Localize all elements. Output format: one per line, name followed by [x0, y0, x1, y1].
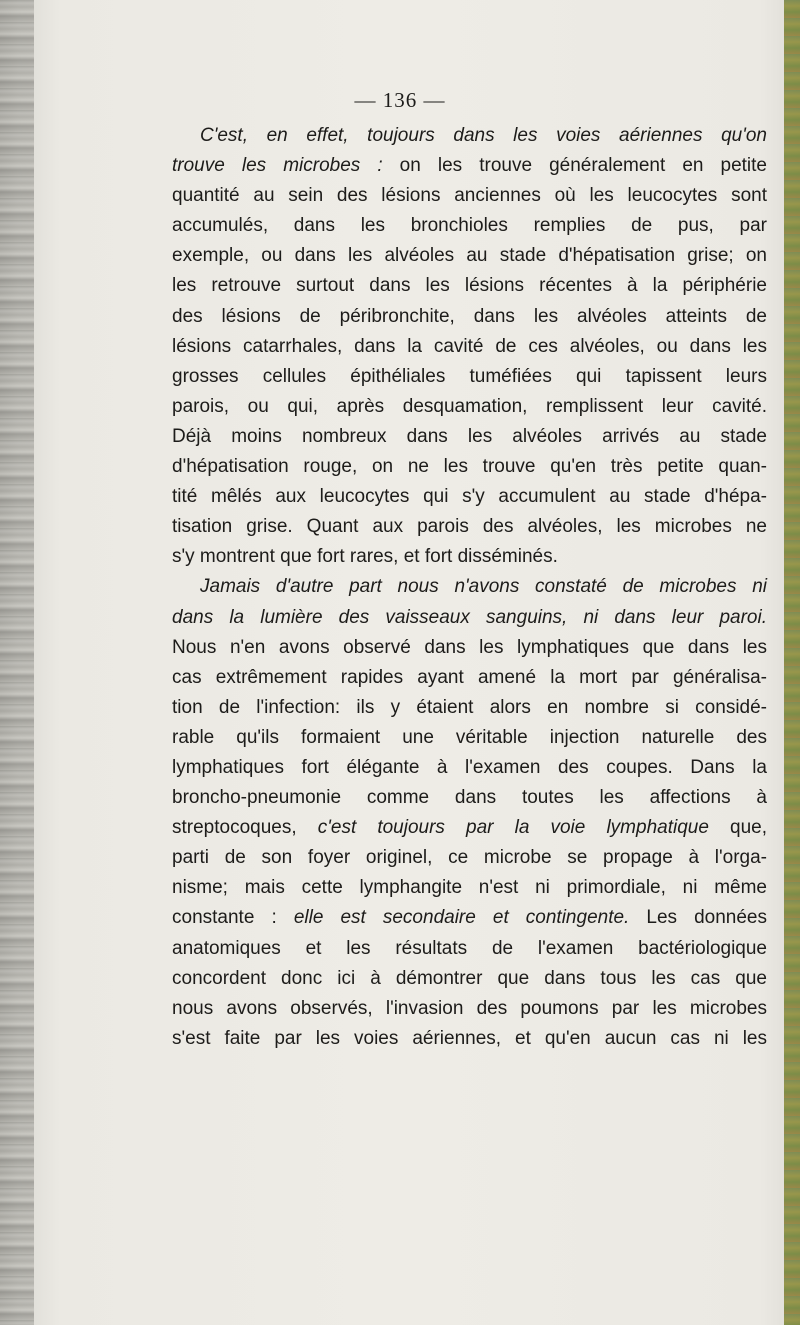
text-segment: parti de son foyer originel, ce microbe se propage à l'orga-	[172, 847, 767, 869]
text-line	[172, 572, 767, 602]
text-segment: Déjà moins nombreux dans les alvéoles arrivés au stade	[172, 425, 767, 447]
text-line	[172, 783, 767, 813]
text-segment: tisation grise. Quant aux parois des alvéoles, les microbes ne	[172, 516, 767, 538]
text-segment: lymphatiques fort élégante à l'examen des coupes. Dans la	[172, 756, 767, 778]
text-line	[172, 482, 767, 512]
text-line	[172, 241, 767, 271]
text-segment: parois, ou qui, après desquamation, remplissent leur cavité.	[172, 395, 767, 417]
italic-text: Jamais d'autre part nous n'avons constaté de microbes ni	[200, 576, 767, 598]
text-line	[172, 813, 767, 843]
italic-text: c'est toujours par la voie lymphatique	[317, 817, 709, 839]
text-segment: on les trouve généralement en petite	[382, 155, 767, 177]
text-line	[172, 663, 767, 693]
text-line	[172, 121, 767, 151]
text-line	[172, 302, 767, 332]
text-line	[172, 934, 767, 964]
page-edge	[784, 0, 800, 1325]
text-line	[172, 603, 767, 633]
text-line	[172, 843, 767, 873]
text-line	[172, 723, 767, 753]
text-line	[172, 151, 767, 181]
text-segment: les retrouve surtout dans les lésions récentes à la périphérie	[172, 275, 767, 297]
text-line	[172, 542, 767, 572]
italic-text: elle est secondaire et contingente.	[293, 907, 630, 929]
text-segment: tion de l'infection: ils y étaient alors en nombre si considé-	[172, 696, 767, 718]
text-line	[172, 903, 767, 933]
text-line	[172, 181, 767, 211]
binding-edge	[0, 0, 34, 1325]
text-line	[172, 873, 767, 903]
italic-text: C'est, en effet, toujours dans les voies aériennes qu'on	[200, 125, 767, 146]
text-segment: grosses cellules épithéliales tuméfiées qui tapissent leurs	[172, 365, 767, 387]
text-segment: cas extrêmement rapides ayant amené la mort par généralisa-	[172, 666, 767, 688]
text-segment: d'hépatisation rouge, on ne les trouve qu'en très petite quan-	[172, 456, 767, 478]
text-line	[172, 994, 767, 1024]
text-line	[172, 422, 767, 452]
text-segment: rable qu'ils formaient une véritable injection naturelle des	[172, 726, 767, 748]
italic-text: dans la lumière des vaisseaux sanguins, ni dans leur paroi.	[172, 606, 767, 628]
text-segment: exemple, ou dans les alvéoles au stade d'hépatisation grise; on	[172, 245, 767, 267]
text-segment: streptocoques,	[172, 817, 318, 839]
text-segment: nous avons observés, l'invasion des poumons par les microbes	[172, 997, 767, 1019]
text-line	[172, 332, 767, 362]
italic-text: trouve les microbes :	[172, 155, 383, 177]
body-text	[172, 121, 767, 1054]
text-segment: s'y montrent que fort rares, et fort disséminés.	[172, 546, 558, 568]
text-segment: Nous n'en avons observé dans les lymphatiques que dans les	[172, 636, 767, 658]
text-segment: nisme; mais cette lymphangite n'est ni primordiale, ni même	[172, 877, 767, 899]
text-line	[172, 753, 767, 783]
text-line	[172, 693, 767, 723]
text-segment: s'est faite par les voies aériennes, et qu'en aucun cas ni les	[172, 1027, 767, 1049]
text-segment: lésions catarrhales, dans la cavité de ces alvéoles, ou dans les	[172, 335, 767, 357]
text-segment: anatomiques et les résultats de l'examen bactériologique	[172, 937, 767, 959]
text-segment: accumulés, dans les bronchioles remplies de pus, par	[172, 215, 767, 237]
text-segment: constante :	[172, 907, 294, 929]
text-line	[172, 964, 767, 994]
text-segment: quantité au sein des lésions anciennes où les leucocytes sont	[172, 185, 767, 207]
text-segment: des lésions de péribronchite, dans les alvéoles atteints de	[172, 305, 767, 327]
text-line	[172, 633, 767, 663]
text-segment: concordent donc ici à démontrer que dans tous les cas que	[172, 967, 767, 989]
text-segment: broncho-pneumonie comme dans toutes les affections à	[172, 787, 767, 809]
text-segment: tité mêlés aux leucocytes qui s'y accumulent au stade d'hépa-	[172, 486, 767, 508]
text-line	[172, 512, 767, 542]
text-line	[172, 211, 767, 241]
text-segment: que,	[708, 817, 767, 839]
page-number: — 136 —	[354, 88, 446, 112]
text-line	[172, 271, 767, 301]
text-line	[172, 452, 767, 482]
text-segment: Les données	[629, 907, 767, 929]
text-line	[172, 1024, 767, 1054]
text-line	[172, 362, 767, 392]
text-line	[172, 392, 767, 422]
